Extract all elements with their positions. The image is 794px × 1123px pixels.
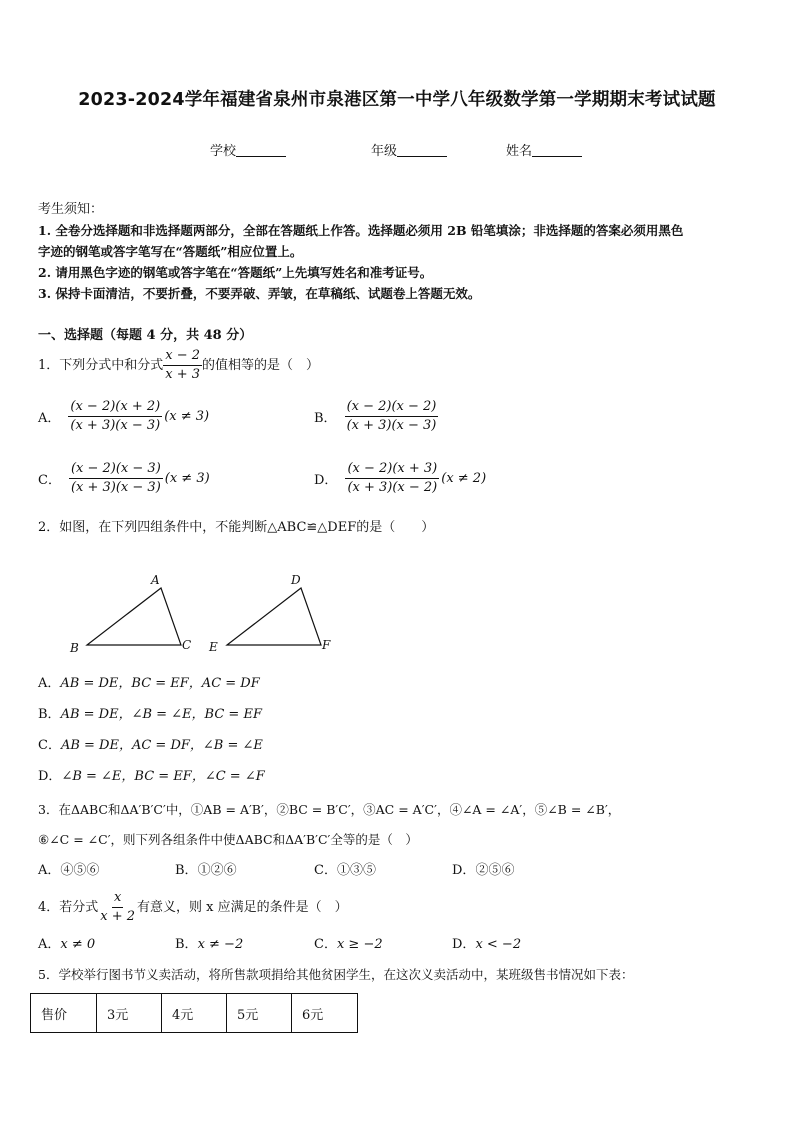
- label-d: D: [291, 573, 301, 587]
- q1-fraction: [163, 348, 202, 383]
- triangle-def: [208, 573, 331, 654]
- label-a: A: [151, 573, 160, 587]
- q1-option-c-num: (x − 2)(x − 3): [69, 461, 163, 479]
- q3-option-a[interactable]: [38, 861, 99, 881]
- q1-option-c-den: (x + 3)(x − 3): [70, 480, 161, 495]
- q2-option-c[interactable]: [38, 736, 263, 756]
- question-4-stem: [38, 890, 348, 925]
- q3-option-b-text: ①②⑥: [197, 863, 237, 878]
- q2-option-a-label: A．: [38, 676, 61, 691]
- q1-option-d-num: (x − 2)(x + 3): [345, 461, 439, 479]
- q1-frac-den: x + 3: [165, 367, 201, 382]
- name-label: 姓名: [506, 144, 533, 159]
- q1-option-b-fraction: [345, 399, 439, 434]
- q1-option-b-den: (x + 3)(x − 3): [346, 418, 437, 433]
- q1-option-d-den: (x + 3)(x − 2): [347, 480, 438, 495]
- q3-option-c-label: C．: [314, 863, 337, 878]
- triangle-def-shape: [227, 588, 321, 645]
- q3-option-a-label: A．: [38, 863, 61, 878]
- q1-option-a-den: (x + 3)(x − 3): [70, 418, 161, 433]
- name-field[interactable]: [506, 140, 582, 159]
- q4-option-a-label: A．: [38, 937, 61, 952]
- q4-option-b-label: B．: [175, 937, 198, 952]
- q4-frac-num: x: [112, 890, 123, 908]
- q2-option-c-text: AB = DE，AC = DF，∠B = ∠E: [60, 738, 263, 753]
- q3-option-b-label: B．: [175, 863, 198, 878]
- question-5-stem: 5．学校举行图书节义卖活动，将所售款项捐给其他贫困学生，在这次义卖活动中，某班级售书情况如下表：: [38, 967, 634, 982]
- q4-suffix: 有意义，则 x 应满足的条件是（ ）: [137, 899, 348, 915]
- q3-option-d[interactable]: [452, 861, 514, 881]
- q4-fraction: [98, 890, 137, 925]
- triangle-abc-shape: [87, 588, 181, 645]
- q1-option-c-label: C．: [38, 473, 61, 488]
- q2-option-b-text: AB = DE，∠B = ∠E，BC = EF: [60, 707, 262, 722]
- q4-option-b[interactable]: [175, 935, 243, 955]
- q4-option-d[interactable]: [452, 935, 521, 955]
- page-title: 2023-2024学年福建省泉州市泉港区第一中学八年级数学第一学期期末考试试题: [78, 90, 716, 110]
- school-field[interactable]: [210, 140, 286, 159]
- question-1-stem: [38, 348, 319, 383]
- label-e: E: [209, 640, 218, 654]
- q1-option-d-label: D．: [314, 473, 338, 488]
- question-3-line1: 3．在ΔABC和ΔA′B′C′中，①AB = A′B′，②BC = B′C′，③AC = A′C′，④∠A = ∠A′，⑤∠B = ∠B′，: [38, 802, 621, 817]
- q1-option-a-num: (x − 2)(x + 2): [68, 399, 162, 417]
- q1-option-c[interactable]: [38, 461, 210, 496]
- q2-option-d[interactable]: [38, 767, 265, 787]
- q3-option-b[interactable]: [175, 861, 237, 881]
- q3-option-d-label: D．: [452, 863, 476, 878]
- section-heading: 一、选择题（每题 4 分，共 48 分）: [38, 328, 253, 343]
- q1-option-b[interactable]: [314, 399, 438, 434]
- name-blank[interactable]: [532, 143, 582, 157]
- q1-prefix: 1．下列分式中和分式: [38, 357, 164, 373]
- q2-option-b-label: B．: [38, 707, 61, 722]
- q4-option-c-text: x ≥ −2: [336, 937, 383, 952]
- q1-option-b-label: B．: [314, 411, 337, 426]
- q3-option-a-text: ④⑤⑥: [60, 863, 100, 878]
- q4-prefix: 4．若分式: [38, 899, 99, 915]
- question-3-line2: ⑥∠C = ∠C′，则下列各组条件中使ΔABC和ΔA′B′C′全等的是（ ）: [38, 832, 418, 847]
- q3-option-c[interactable]: [314, 861, 376, 881]
- q2-option-d-text: ∠B = ∠E，BC = EF，∠C = ∠F: [61, 769, 265, 784]
- q1-option-a-fraction: [68, 399, 162, 434]
- notice-heading: 考生须知：: [38, 202, 104, 217]
- notice-line3: 3. 保持卡面清洁，不要折叠，不要弄破、弄皱，在草稿纸、试题卷上答题无效。: [38, 286, 481, 301]
- table-row: [31, 994, 358, 1033]
- q2-option-a[interactable]: [38, 674, 260, 694]
- grade-field[interactable]: [371, 140, 447, 159]
- grade-blank[interactable]: [397, 143, 447, 157]
- q1-option-c-cond: (x ≠ 3): [164, 471, 210, 486]
- q4-option-b-text: x ≠ −2: [197, 937, 244, 952]
- table-cell: 售价: [31, 994, 97, 1033]
- q4-option-d-text: x < −2: [475, 937, 522, 952]
- notice-line1b: 字迹的钢笔或答字笔写在“答题纸”相应位置上。: [38, 244, 303, 259]
- q1-option-a-cond: (x ≠ 3): [164, 409, 210, 424]
- q2-option-a-text: AB = DE，BC = EF，AC = DF: [60, 676, 260, 691]
- notice-line2: 2. 请用黑色字迹的钢笔或答字笔在“答题纸”上先填写姓名和准考证号。: [38, 265, 433, 280]
- question-2-stem: 2．如图，在下列四组条件中，不能判断△ABC≌△DEF的是（ ）: [38, 520, 435, 535]
- q4-option-a[interactable]: [38, 935, 95, 955]
- label-c: C: [182, 638, 192, 652]
- q1-frac-num: x − 2: [163, 348, 202, 366]
- table-cell: 3元: [97, 994, 162, 1033]
- sales-table: [30, 993, 358, 1033]
- q2-option-d-label: D．: [38, 769, 62, 784]
- school-blank[interactable]: [236, 143, 286, 157]
- q1-option-d-cond: (x ≠ 2): [441, 471, 487, 486]
- q3-option-c-text: ①③⑤: [336, 863, 376, 878]
- table-cell: 5元: [227, 994, 292, 1033]
- q1-option-d[interactable]: [314, 461, 486, 496]
- table-cell: 4元: [162, 994, 227, 1033]
- q4-option-c[interactable]: [314, 935, 383, 955]
- q1-option-a[interactable]: [38, 399, 209, 434]
- q3-option-d-text: ②⑤⑥: [475, 863, 515, 878]
- q4-option-c-label: C．: [314, 937, 337, 952]
- q4-option-a-text: x ≠ 0: [60, 937, 96, 952]
- q4-option-d-label: D．: [452, 937, 476, 952]
- table-cell: 6元: [292, 994, 358, 1033]
- q2-option-c-label: C．: [38, 738, 61, 753]
- q2-option-b[interactable]: [38, 705, 262, 725]
- q4-frac-den: x + 2: [100, 909, 136, 924]
- school-label: 学校: [210, 144, 237, 159]
- q1-option-d-fraction: [345, 461, 439, 496]
- grade-label: 年级: [371, 144, 398, 159]
- triangle-abc: [69, 573, 191, 655]
- label-f: F: [322, 638, 331, 652]
- notice-line1: 1. 全卷分选择题和非选择题两部分，全部在答题纸上作答。选择题必须用 2B 铅笔填涂；非选择题的答案必须用黑色: [38, 223, 684, 238]
- q1-option-a-label: A．: [38, 411, 61, 426]
- q1-suffix: 的值相等的是（ ）: [202, 357, 320, 373]
- q1-option-b-num: (x − 2)(x − 2): [345, 399, 439, 417]
- label-b: B: [70, 641, 79, 655]
- triangles-figure: [60, 568, 350, 660]
- q1-option-c-fraction: [69, 461, 163, 496]
